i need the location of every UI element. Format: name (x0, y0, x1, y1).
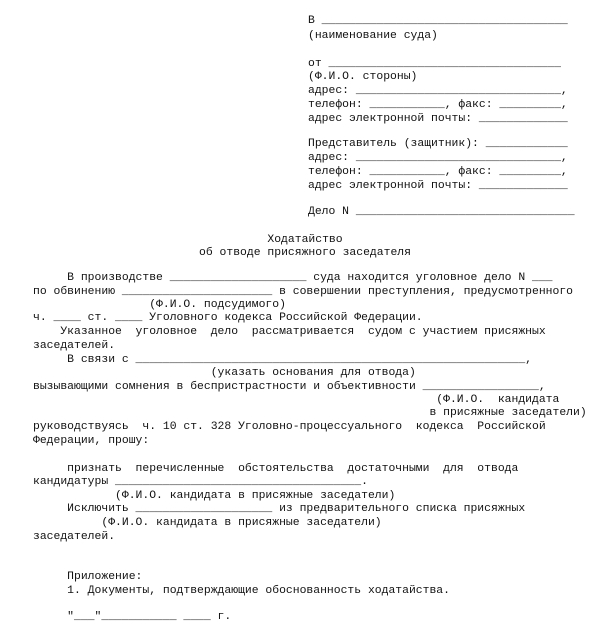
rep-address-line: адрес: ______________________________, (308, 152, 568, 164)
body-line: заседателей. (33, 340, 116, 352)
party-name-caption: (Ф.И.О. стороны) (308, 71, 418, 83)
rep-phone-fax-line: телефон: ___________, факс: _________, (308, 166, 568, 178)
date-line: "___"___________ ____ г. (33, 611, 232, 623)
phone-fax-line: телефон: ___________, факс: _________, (308, 99, 568, 111)
request-line: кандидатуры ____________________________________. (33, 476, 368, 488)
caption-line: (Ф.И.О. кандидата в присяжные заседатели) (33, 490, 396, 502)
body-line: вызывающими сомнения в беспристрастности и объективности _________________, (33, 381, 546, 393)
email-line: адрес электронной почты: _____________ (308, 113, 568, 125)
request-line: Исключить ____________________ из предварительного списка присяжных (33, 503, 526, 515)
caption-line: (Ф.И.О. кандидата в присяжные заседатели) (33, 517, 382, 529)
attachment-item: 1. Документы, подтверждающие обоснованность ходатайства. (33, 585, 450, 597)
representative-line: Представитель (защитник): ____________ (308, 138, 568, 150)
body-line: руководствуясь ч. 10 ст. 328 Уголовно-процессуального кодекса Российской (33, 421, 546, 433)
attachments-heading: Приложение: (33, 571, 143, 583)
case-number-line: Дело N ________________________________ (308, 206, 575, 218)
caption-line: (указать основания для отвода) (33, 367, 416, 379)
body-line: Федерации, прошу: (33, 435, 150, 447)
caption-line: в присяжные заседатели) (33, 407, 587, 419)
addressee-court-line: В ____________________________________ (308, 15, 568, 27)
request-line: заседателей. (33, 531, 116, 543)
body-line: В производстве ____________________ суда находится уголовное дело N ___ (33, 272, 553, 284)
body-line: Указанное уголовное дело рассматривается судом с участием присяжных (33, 326, 546, 338)
body-line: В связи с _________________________________________________________, (33, 354, 532, 366)
body-line: ч. ____ ст. ____ Уголовного кодекса Российской Федерации. (33, 312, 423, 324)
body-line: по обвинению ______________________ в совершении преступления, предусмотренного (33, 286, 574, 298)
address-line: адрес: ______________________________, (308, 85, 568, 97)
request-line: признать перечисленные обстоятельства достаточными для отвода (33, 463, 519, 475)
court-name-caption: (наименование суда) (308, 30, 438, 42)
rep-email-line: адрес электронной почты: _____________ (308, 180, 568, 192)
caption-line: (Ф.И.О. подсудимого) (33, 299, 286, 311)
document-subtitle: об отводе присяжного заседателя (199, 247, 411, 259)
caption-line: (Ф.И.О. кандидата (33, 394, 560, 406)
document-title: Ходатайство (267, 234, 343, 246)
sender-line: от __________________________________ (308, 58, 561, 70)
